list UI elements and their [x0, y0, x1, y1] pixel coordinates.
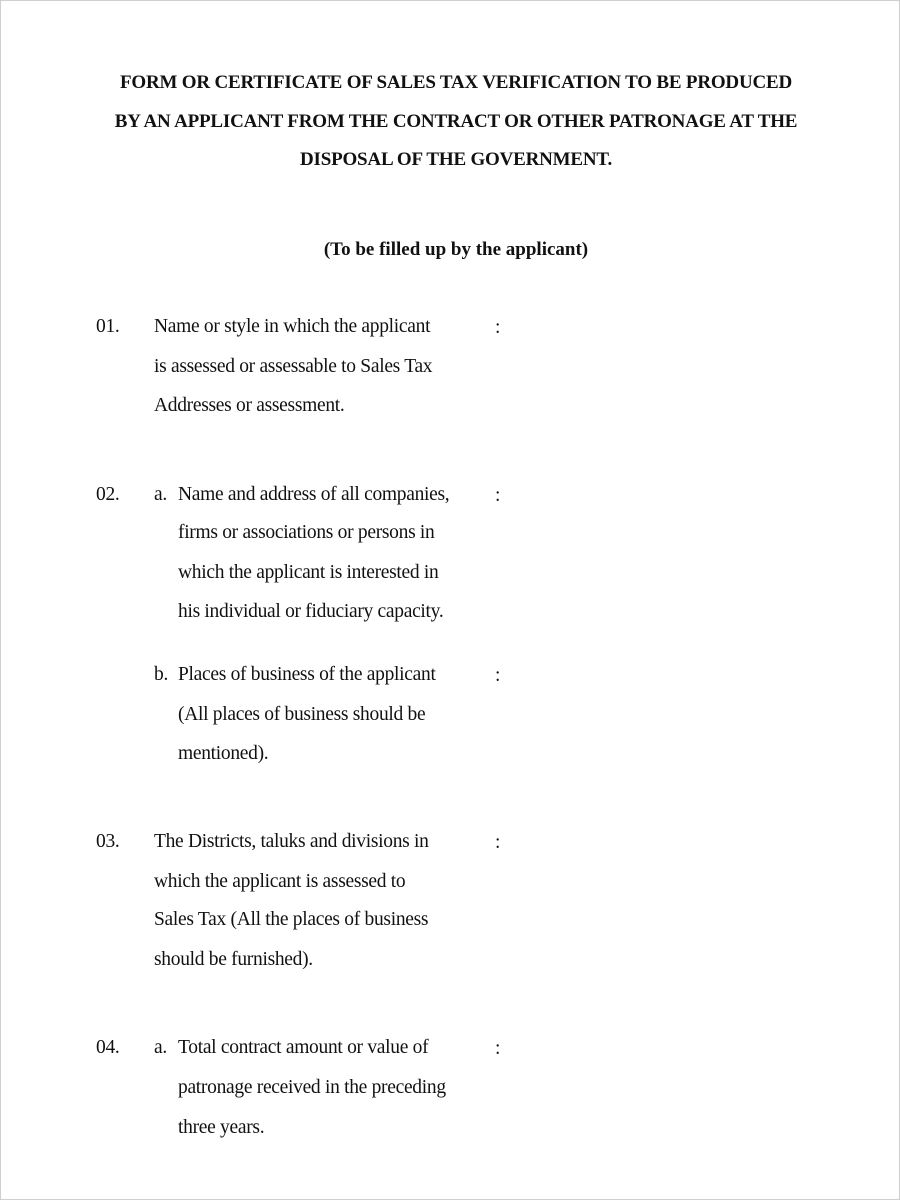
- answer-colon: :: [495, 317, 501, 338]
- item-text-line: three years.: [178, 1117, 265, 1138]
- item-number: 03.: [96, 831, 120, 852]
- answer-colon: :: [495, 1038, 501, 1059]
- item-text-line: which the applicant is assessed to: [154, 871, 406, 892]
- item-text-line: Places of business of the applicant: [178, 664, 436, 685]
- answer-colon: :: [495, 832, 501, 853]
- item-text-line: Sales Tax (All the places of business: [154, 909, 429, 930]
- item-text-line: patronage received in the preceding: [178, 1077, 446, 1098]
- item-text-line: mentioned).: [178, 743, 269, 764]
- item-number: 04.: [96, 1037, 120, 1058]
- answer-colon: :: [495, 665, 501, 686]
- form-subtitle: (To be filled up by the applicant): [323, 239, 589, 260]
- subitem-letter: a.: [154, 1037, 167, 1058]
- item-text-line: (All places of business should be: [178, 704, 426, 725]
- subitem-letter: b.: [154, 664, 169, 685]
- item-text-line: Total contract amount or value of: [178, 1037, 429, 1058]
- item-text-line: The Districts, taluks and divisions in: [154, 831, 429, 852]
- form-title-line-1: FORM OR CERTIFICATE OF SALES TAX VERIFICATION TO BE PRODUCED: [120, 72, 792, 93]
- item-text-line: should be furnished).: [154, 949, 313, 970]
- item-number: 01.: [96, 316, 120, 337]
- item-text-line: firms or associations or persons in: [178, 522, 435, 543]
- item-text-line: Name or style in which the applicant: [154, 316, 431, 337]
- item-text-line: is assessed or assessable to Sales Tax: [154, 356, 433, 377]
- item-number: 02.: [96, 484, 120, 505]
- item-text-line: which the applicant is interested in: [178, 562, 439, 583]
- form-title-line-3: DISPOSAL OF THE GOVERNMENT.: [299, 149, 613, 170]
- subitem-letter: a.: [154, 484, 167, 505]
- item-text-line: Addresses or assessment.: [154, 395, 345, 416]
- item-text-line: his individual or fiduciary capacity.: [178, 601, 444, 622]
- answer-colon: :: [495, 485, 501, 506]
- item-text-line: Name and address of all companies,: [178, 484, 450, 505]
- form-title-line-2: BY AN APPLICANT FROM THE CONTRACT OR OTHER PATRONAGE AT THE: [114, 111, 798, 132]
